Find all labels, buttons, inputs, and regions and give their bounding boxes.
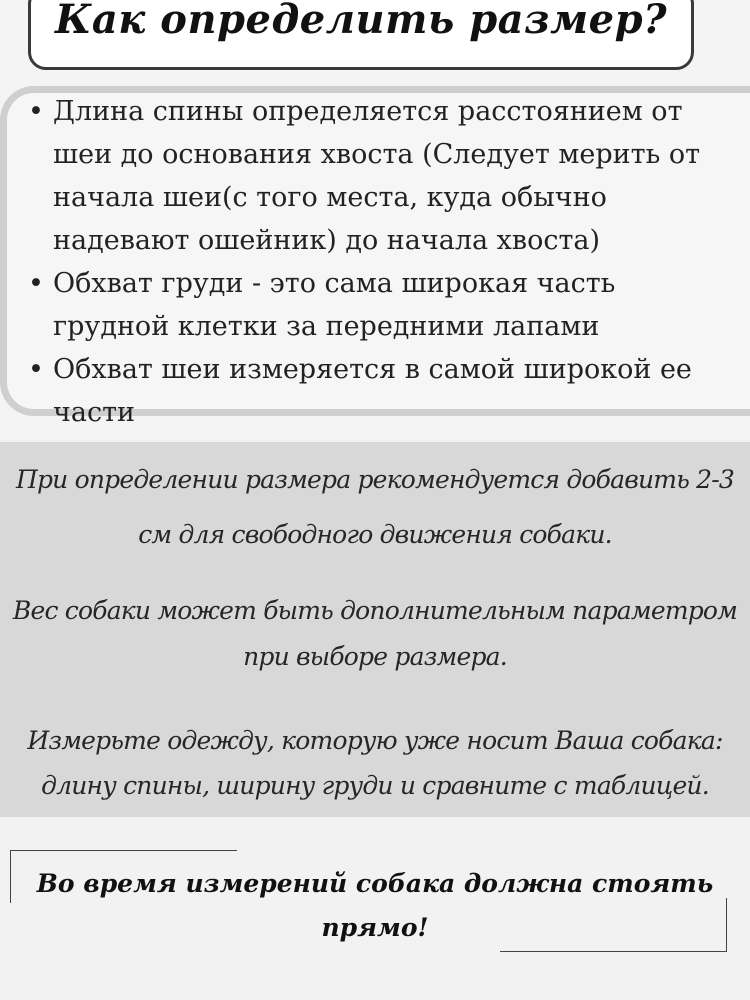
bullet-icon: • (28, 354, 44, 385)
title-box (28, 0, 694, 70)
bullet-icon: • (28, 96, 44, 127)
list-item-text: Обхват шеи измеряется в самой широкой ее части (53, 354, 692, 428)
note-compare-clothes: Измерьте одежду, которую уже носит Ваша собака: длину спины, ширину груди и сравните с таблицей. (27, 726, 723, 800)
list-item-text: Обхват груди - это сама широкая часть грудной клетки за передними лапами (53, 268, 616, 342)
list-item-neck-girth (26, 348, 726, 434)
standing-warning: Во время измерений собака должна стоять прямо! (36, 869, 714, 942)
list-item-text: Длина спины определяется расстоянием от шеи до основания хвоста (Следует мерить от начала шеи(с того места, куда обычно надевают ошейник) до начала хвоста) (53, 96, 701, 256)
list-item-back-length (26, 90, 726, 262)
note-extra-size: При определении размера рекомендуется добавить 2-3 см для свободного движения собаки. (15, 465, 735, 549)
bullet-icon: • (28, 268, 44, 299)
page-title: Как определить размер? (54, 0, 668, 43)
note-weight: Вес собаки может быть дополнительным параметром при выборе размера. (12, 596, 738, 671)
measurement-list (26, 90, 726, 434)
list-item-chest-girth (26, 262, 726, 348)
